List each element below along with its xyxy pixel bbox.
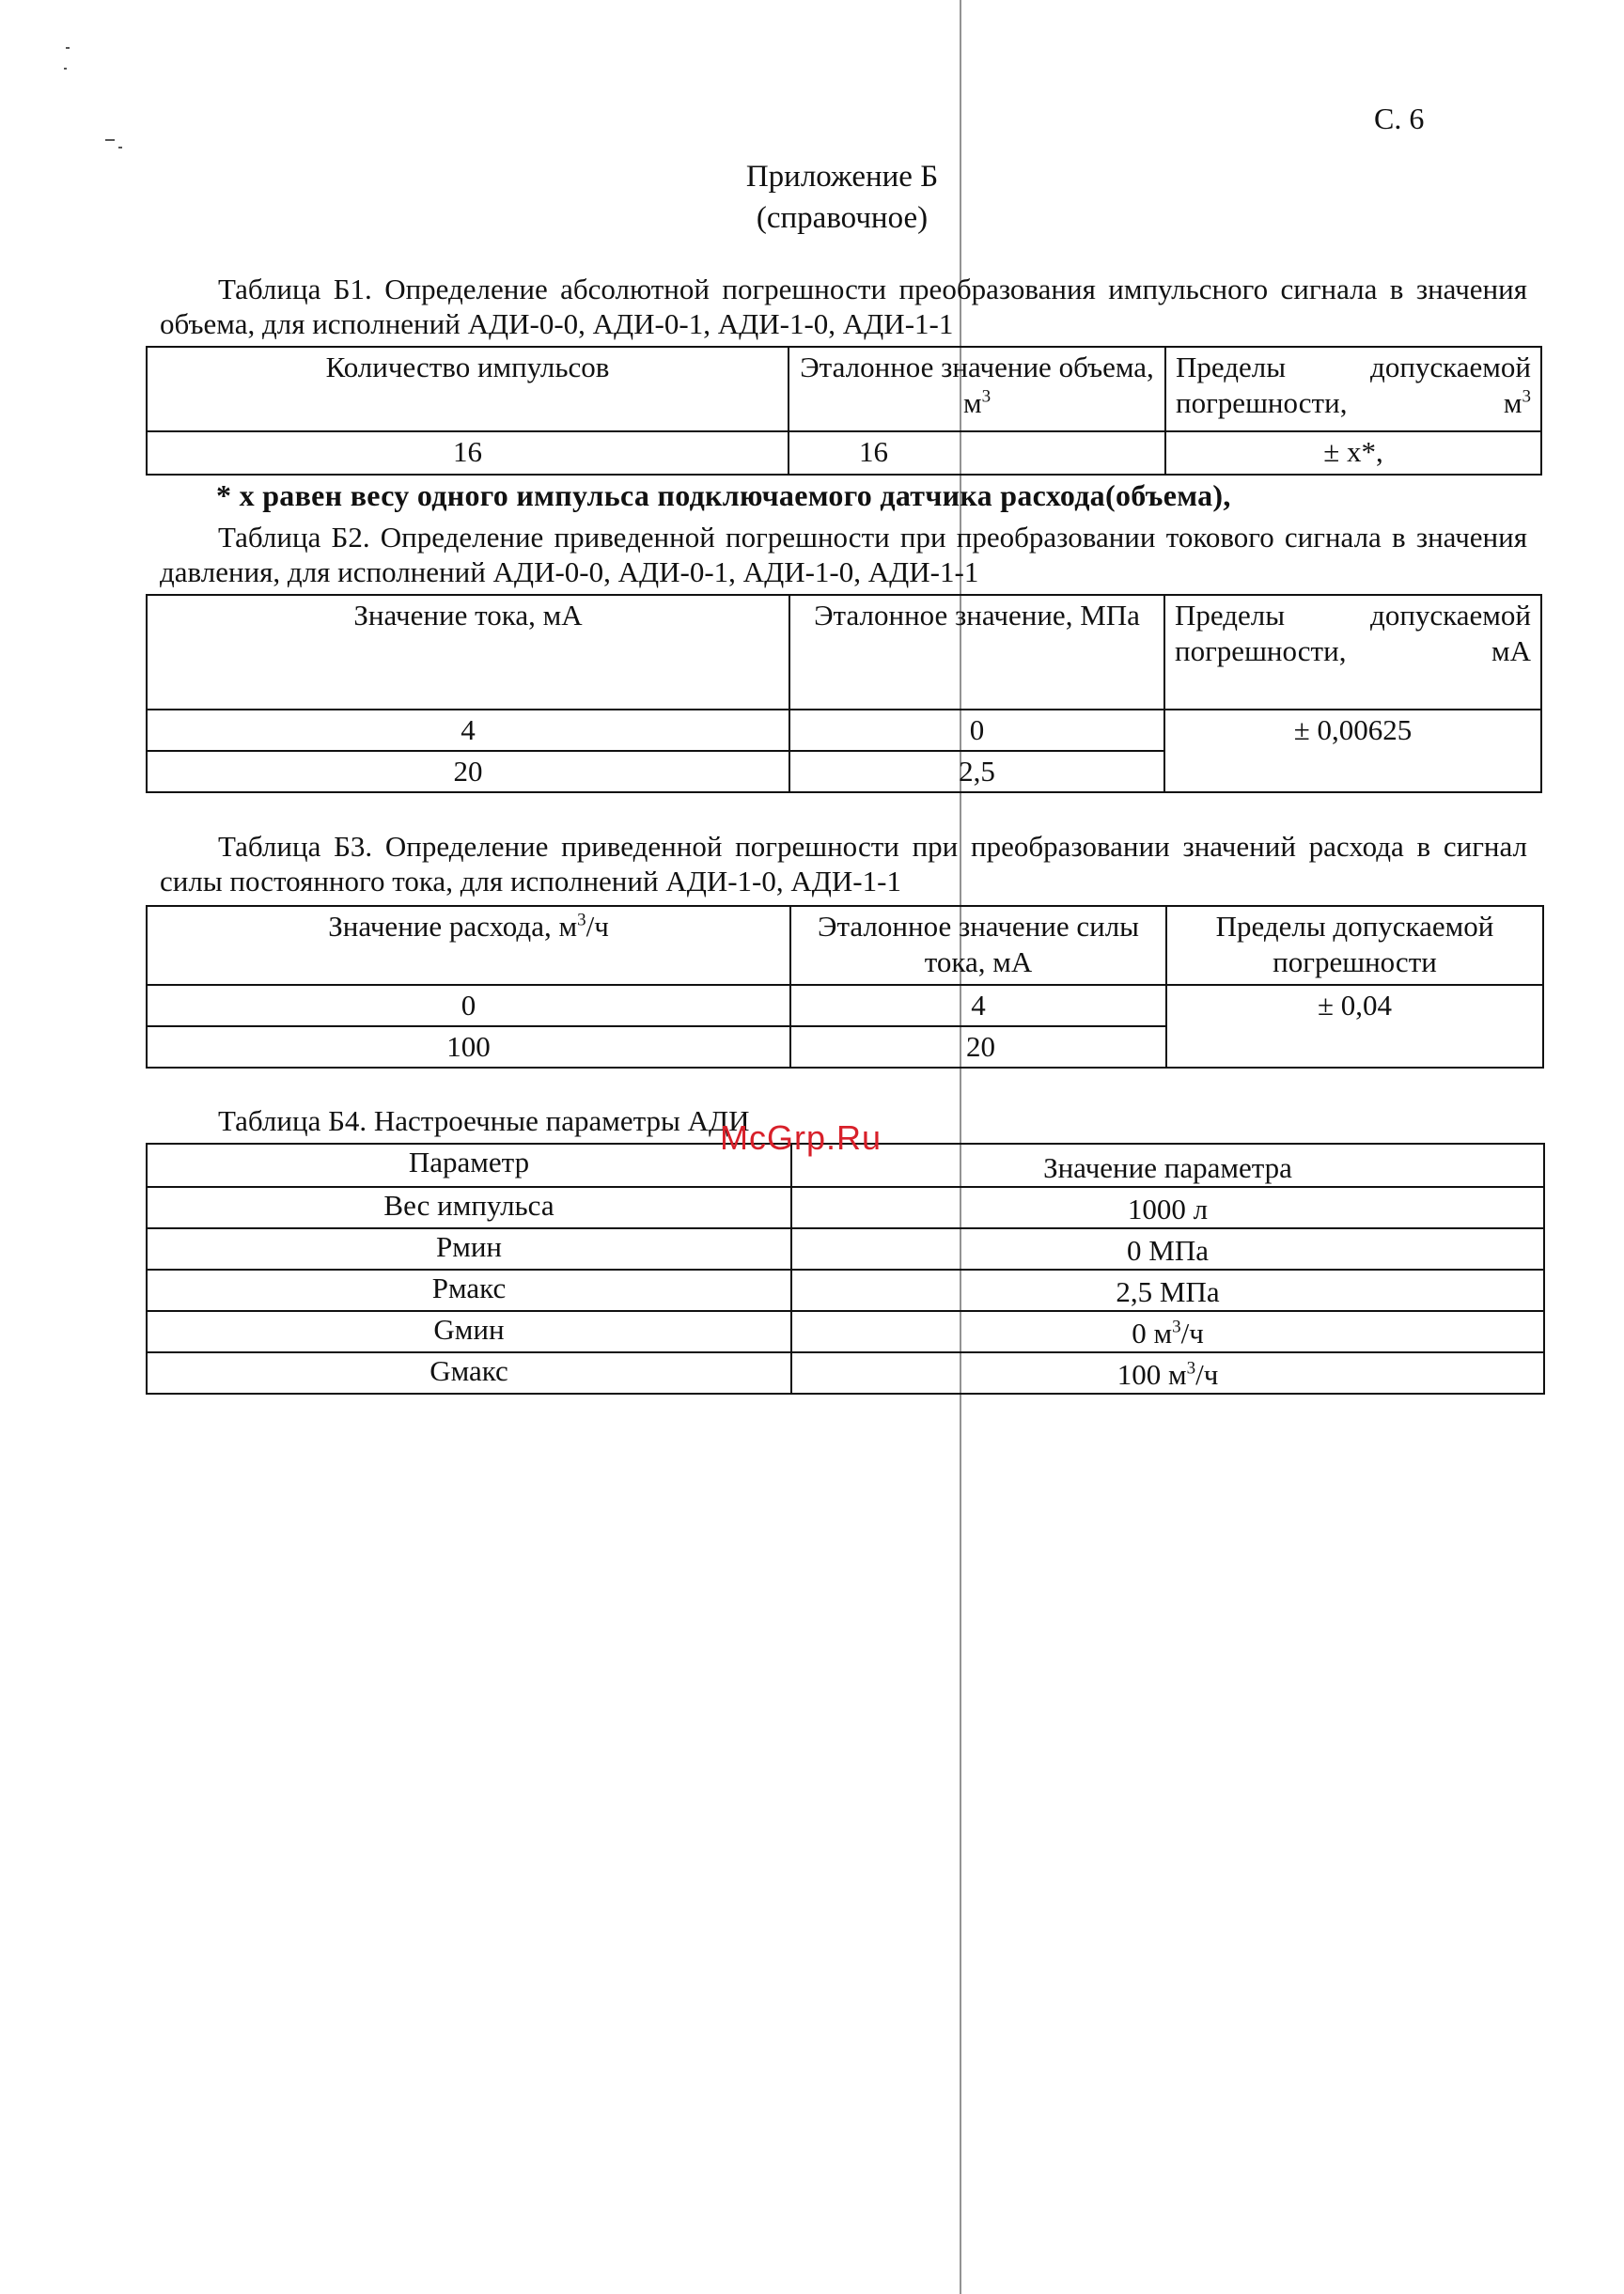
table-cell: 0 — [147, 985, 790, 1026]
header-cell: Пределы допускаемой погрешности, $м^3$ — [1165, 347, 1541, 431]
table-row — [147, 985, 1543, 1026]
table-cell: 1000 л — [791, 1187, 1544, 1228]
table-row — [147, 1270, 1544, 1311]
table-b1-caption: Таблица Б1. Определение абсолютной погрешности преобразования импульсного сигнала в значения объема, для исполнений АДИ-0-0, АДИ-0-1, АДИ-1-0, АДИ-1-1 — [160, 273, 1527, 340]
table-cell: Рмин — [147, 1228, 791, 1270]
appendix-title: Приложение Б — [745, 160, 939, 194]
table-row — [147, 1352, 1544, 1394]
table-cell: 0 — [789, 710, 1164, 751]
header-cell: Количество импульсов — [147, 347, 789, 431]
limit-cell: ± 0,00625 — [1164, 710, 1541, 792]
table-header-row — [147, 595, 1541, 710]
table-cell: 100 — [147, 1026, 790, 1068]
table-cell: 16 — [147, 431, 789, 475]
table-cell: 2,5 — [789, 751, 1164, 792]
table-b4-caption: Таблица Б4. Настроечные параметры АДИ — [218, 1104, 750, 1137]
table-row — [147, 1187, 1544, 1228]
watermark: McGrp.Ru — [720, 1118, 882, 1157]
table-b3 — [146, 905, 1544, 1069]
limit-cell: ± 0,04 — [1166, 985, 1543, 1068]
table-cell: Вес импульса — [147, 1187, 791, 1228]
header-cell: Параметр — [147, 1144, 791, 1187]
table-b3-caption: Таблица Б3. Определение приведенной погрешности при преобразовании значений расхода в сигнал силы постоянного тока, для исполнений АДИ-1-0, АДИ-1-1 — [160, 830, 1527, 897]
table-cell: 4 — [147, 710, 789, 751]
appendix-heading — [0, 156, 1624, 239]
table-b2-caption: Таблица Б2. Определение приведенной погрешности при преобразовании токового сигнала в значения давления, для исполнений АДИ-0-0, АДИ-0-1, АДИ-1-0, АДИ-1-1 — [160, 521, 1527, 588]
header-cell: Эталонное значение силы тока, мА — [790, 906, 1166, 985]
table-b1 — [146, 346, 1542, 476]
page-number: С. 6 — [1374, 101, 1425, 135]
table-b2 — [146, 594, 1542, 793]
table-row — [147, 710, 1541, 751]
scan-speck — [64, 68, 67, 70]
header-cell: Значение расхода, $м^3/ч$ — [147, 906, 790, 985]
table-cell: Рмакс — [147, 1270, 791, 1311]
header-cell: Значение тока, мА — [147, 595, 789, 710]
table-cell: 100 $м^3/ч$ — [791, 1352, 1544, 1394]
scan-speck — [105, 139, 115, 141]
table-cell: 20 — [790, 1026, 1166, 1068]
table-row — [147, 431, 1541, 475]
table-cell: 16 — [789, 431, 1165, 475]
table-row — [147, 1311, 1544, 1352]
table-cell: 0 $м^3/ч$ — [791, 1311, 1544, 1352]
header-cell: Эталонное значение объема, $м^3$ — [789, 347, 1165, 431]
header-cell: Пределы допускаемой погрешности — [1166, 906, 1543, 985]
table-row — [147, 1228, 1544, 1270]
table-cell: 4 — [790, 985, 1166, 1026]
table-cell: Gмин — [147, 1311, 791, 1352]
appendix-subtitle: (справочное) — [756, 201, 929, 235]
scan-speck — [118, 147, 122, 148]
table-cell: 20 — [147, 751, 789, 792]
table-cell: Gмакс — [147, 1352, 791, 1394]
table-cell: ± х*, — [1165, 431, 1541, 475]
header-cell: Значение параметра — [791, 1144, 1544, 1187]
scan-speck — [66, 47, 70, 49]
table-b4 — [146, 1143, 1545, 1395]
header-cell: Эталонное значение, МПа — [789, 595, 1164, 710]
table-header-row — [147, 347, 1541, 431]
header-cell: Пределы допускаемой погрешности, мА — [1164, 595, 1541, 710]
table-cell: 0 МПа — [791, 1228, 1544, 1270]
table-cell: 2,5 МПа — [791, 1270, 1544, 1311]
table-b1-note: * х равен весу одного импульса подключаемого датчика расхода(объема), — [216, 478, 1231, 512]
table-header-row — [147, 906, 1543, 985]
